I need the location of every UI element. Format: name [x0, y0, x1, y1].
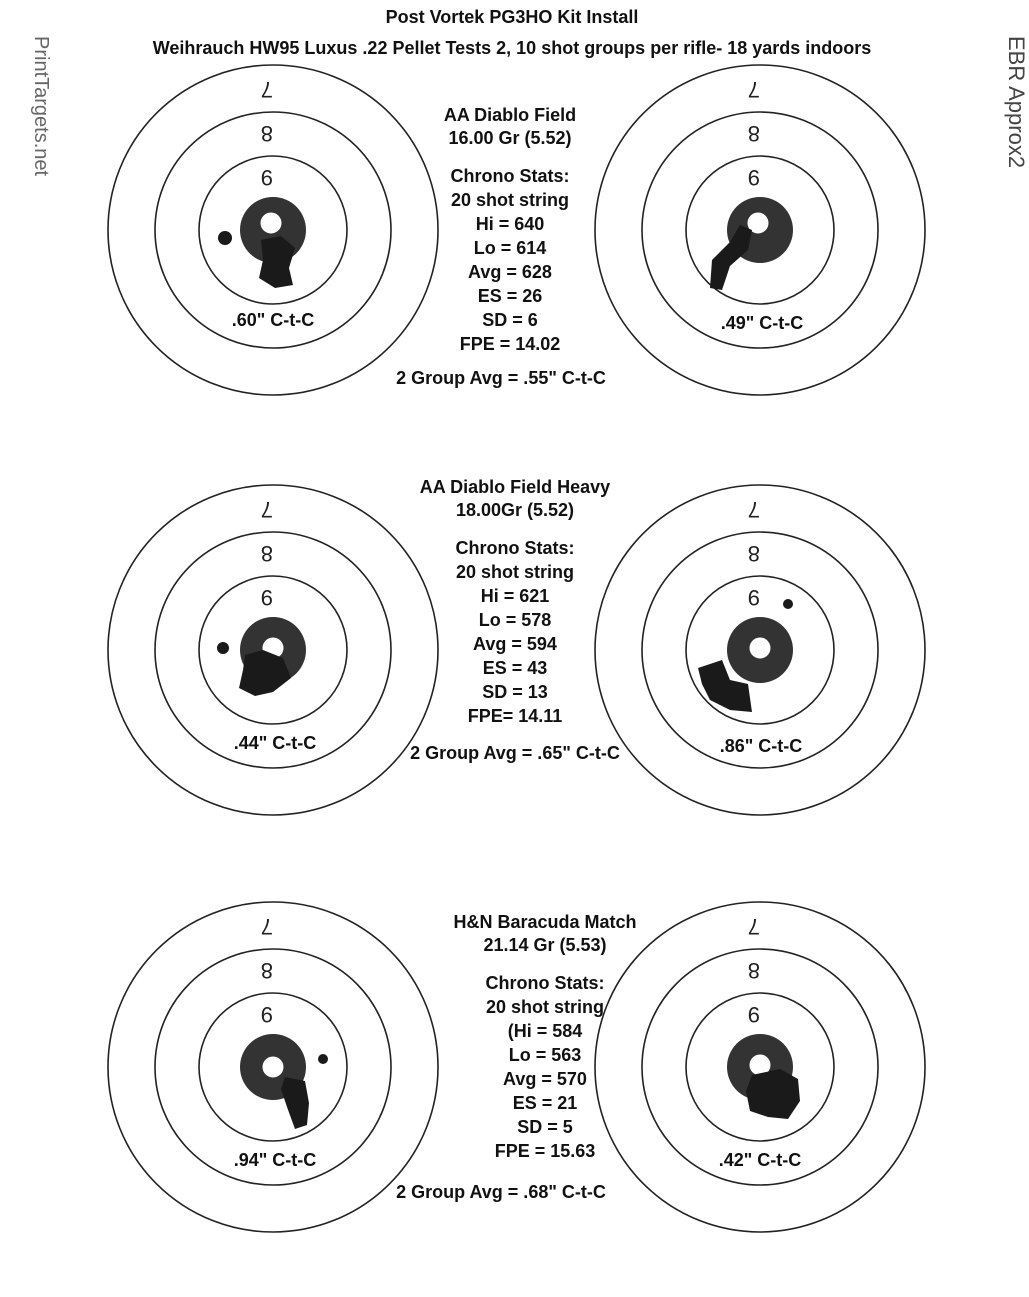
ring-number-7: 7 — [747, 77, 760, 102]
velocity-avg: Avg = 594 — [473, 634, 557, 654]
group-average-2: 2 Group Avg = .65" C-t-C — [410, 743, 620, 763]
ctc-right-3: .42" C-t-C — [718, 1150, 802, 1170]
fpe: FPE = 14.02 — [459, 334, 561, 354]
velocity-hi: (Hi = 584 — [507, 1021, 583, 1041]
standard-deviation: SD = 13 — [482, 682, 548, 702]
ring-number-7: 7 — [260, 77, 273, 102]
ring-number-8: 8 — [260, 541, 273, 566]
fpe: FPE = 15.63 — [494, 1141, 596, 1161]
velocity-avg: Avg = 570 — [503, 1069, 587, 1089]
velocity-hi: Hi = 640 — [475, 214, 545, 234]
ring-number-7: 7 — [747, 497, 760, 522]
shot-string: 20 shot string — [450, 190, 570, 210]
watermark-brand: PrintTargets.net — [30, 36, 52, 177]
ctc-right-1: .49" C-t-C — [720, 313, 804, 333]
side-label: EBR Approx2 — [1004, 36, 1029, 169]
stats-block-1 — [380, 104, 640, 356]
pellet-weight: 21.14 Gr (5.53) — [483, 935, 607, 955]
ring-number-9: 9 — [260, 585, 273, 610]
ring-number-9: 9 — [747, 1002, 760, 1027]
standard-deviation: SD = 6 — [482, 310, 538, 330]
velocity-lo: Lo = 614 — [473, 238, 547, 258]
shot-group — [746, 1069, 800, 1119]
pellet-weight: 18.00Gr (5.52) — [455, 500, 575, 520]
group-average-3: 2 Group Avg = .68" C-t-C — [396, 1182, 606, 1202]
shot-group — [281, 1077, 309, 1129]
ring-number-7: 7 — [260, 914, 273, 939]
page-title: Post Vortek PG3HO Kit Install — [385, 7, 639, 27]
ring-number-9: 9 — [747, 165, 760, 190]
extreme-spread: ES = 26 — [477, 286, 543, 306]
fpe: FPE= 14.11 — [467, 706, 563, 726]
shot-flier — [783, 599, 793, 609]
chrono-title: Chrono Stats: — [485, 973, 605, 993]
target-top-right — [595, 55, 925, 405]
ring-number-9: 9 — [260, 1002, 273, 1027]
velocity-hi: Hi = 621 — [480, 586, 550, 606]
stats-block-2 — [385, 476, 645, 728]
extreme-spread: ES = 43 — [482, 658, 548, 678]
shot-flier — [318, 1054, 328, 1064]
chrono-title: Chrono Stats: — [450, 166, 570, 186]
ring-number-8: 8 — [747, 121, 760, 146]
shot-flier — [217, 642, 229, 654]
velocity-lo: Lo = 578 — [478, 610, 552, 630]
ring-number-9: 9 — [747, 585, 760, 610]
extreme-spread: ES = 21 — [512, 1093, 578, 1113]
ring-number-8: 8 — [747, 958, 760, 983]
ring-number-8: 8 — [260, 958, 273, 983]
ring-number-8: 8 — [260, 121, 273, 146]
ctc-left-2: .44" C-t-C — [233, 733, 317, 753]
group-average-1: 2 Group Avg = .55" C-t-C — [396, 368, 606, 388]
shot-group — [259, 236, 295, 288]
ring-number-7: 7 — [260, 497, 273, 522]
ring-number-8: 8 — [747, 541, 760, 566]
page-subtitle: Weihrauch HW95 Luxus .22 Pellet Tests 2, 10 shot groups per rifle- 18 yards indoors — [152, 38, 872, 58]
velocity-lo: Lo = 563 — [508, 1045, 582, 1065]
ring-number-9: 9 — [260, 165, 273, 190]
ctc-left-1: .60" C-t-C — [231, 310, 315, 330]
shot-string: 20 shot string — [455, 562, 575, 582]
velocity-avg: Avg = 628 — [468, 262, 552, 282]
pellet-name: AA Diablo Field Heavy — [419, 477, 611, 497]
chrono-title: Chrono Stats: — [455, 538, 575, 558]
ctc-right-2: .86" C-t-C — [719, 736, 803, 756]
ring-number-7: 7 — [747, 914, 760, 939]
shot-flier — [218, 231, 232, 245]
pellet-name: AA Diablo Field — [443, 105, 577, 125]
pellet-name: H&N Baracuda Match — [453, 912, 637, 932]
standard-deviation: SD = 5 — [517, 1117, 573, 1137]
pellet-weight: 16.00 Gr (5.52) — [448, 128, 572, 148]
ctc-left-3: .94" C-t-C — [233, 1150, 317, 1170]
shot-string: 20 shot string — [485, 997, 605, 1017]
stats-block-3 — [415, 911, 675, 1163]
